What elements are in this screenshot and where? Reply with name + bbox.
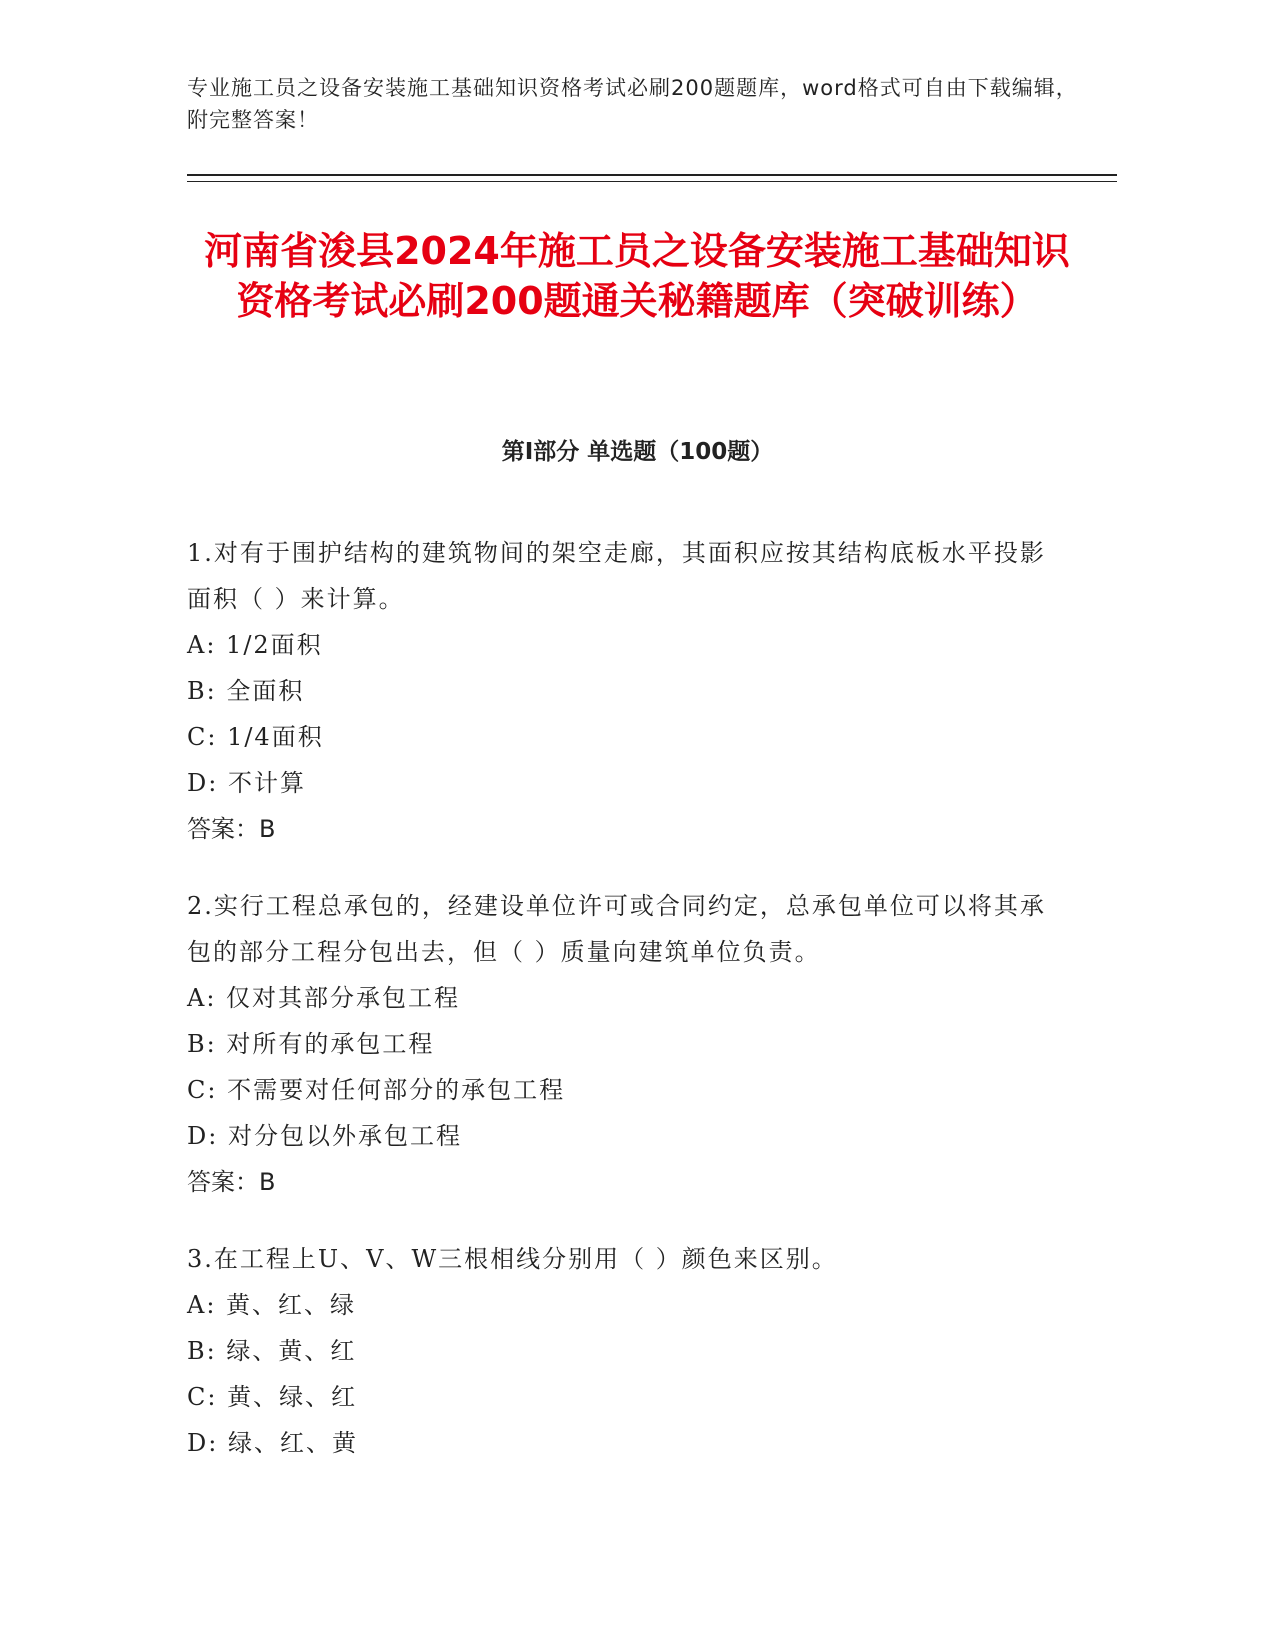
option-a: A: 1/2面积: [187, 631, 323, 659]
header-divider-thick: [187, 174, 1117, 176]
option-d: D: 不计算: [187, 769, 306, 797]
section-heading: 第Ⅰ部分 单选题（100题）: [501, 439, 774, 465]
question-3: [187, 1236, 1067, 1466]
option-c: C: 1/4面积: [187, 723, 324, 751]
question-list: [187, 530, 1067, 1497]
option-b: B: 全面积: [187, 677, 305, 705]
option-a: A: 黄、红、绿: [187, 1291, 357, 1319]
option-c: C: 不需要对任何部分的承包工程: [187, 1076, 566, 1104]
option-b: B: 绿、黄、红: [187, 1337, 357, 1365]
option-d: D: 对分包以外承包工程: [187, 1122, 462, 1150]
question-stem: 2.实行工程总承包的，经建设单位许可或合同约定，总承包单位可以将其承包的部分工程分包出去，但（ ）质量向建筑单位负责。: [187, 892, 1046, 966]
answer: 答案：B: [187, 1168, 276, 1196]
header-note: 专业施工员之设备安装施工基础知识资格考试必刷200题题库，word格式可自由下载编辑，附完整答案！: [187, 76, 1078, 132]
header-divider-thin: [187, 181, 1117, 182]
option-d: D: 绿、红、黄: [187, 1429, 358, 1457]
question-1: [187, 530, 1067, 852]
question-stem: 3.在工程上U、V、W三根相线分别用（ ）颜色来区别。: [187, 1245, 838, 1273]
option-c: C: 黄、绿、红: [187, 1383, 358, 1411]
answer: 答案：B: [187, 815, 276, 843]
question-stem: 1.对有于围护结构的建筑物间的架空走廊，其面积应按其结构底板水平投影面积（ ）来计算。: [187, 539, 1046, 613]
question-2: [187, 883, 1067, 1205]
document-title: 河南省浚县2024年施工员之设备安装施工基础知识资格考试必刷200题通关秘籍题库（突破训练）: [204, 229, 1070, 323]
option-b: B: 对所有的承包工程: [187, 1030, 435, 1058]
option-a: A: 仅对其部分承包工程: [187, 984, 461, 1012]
